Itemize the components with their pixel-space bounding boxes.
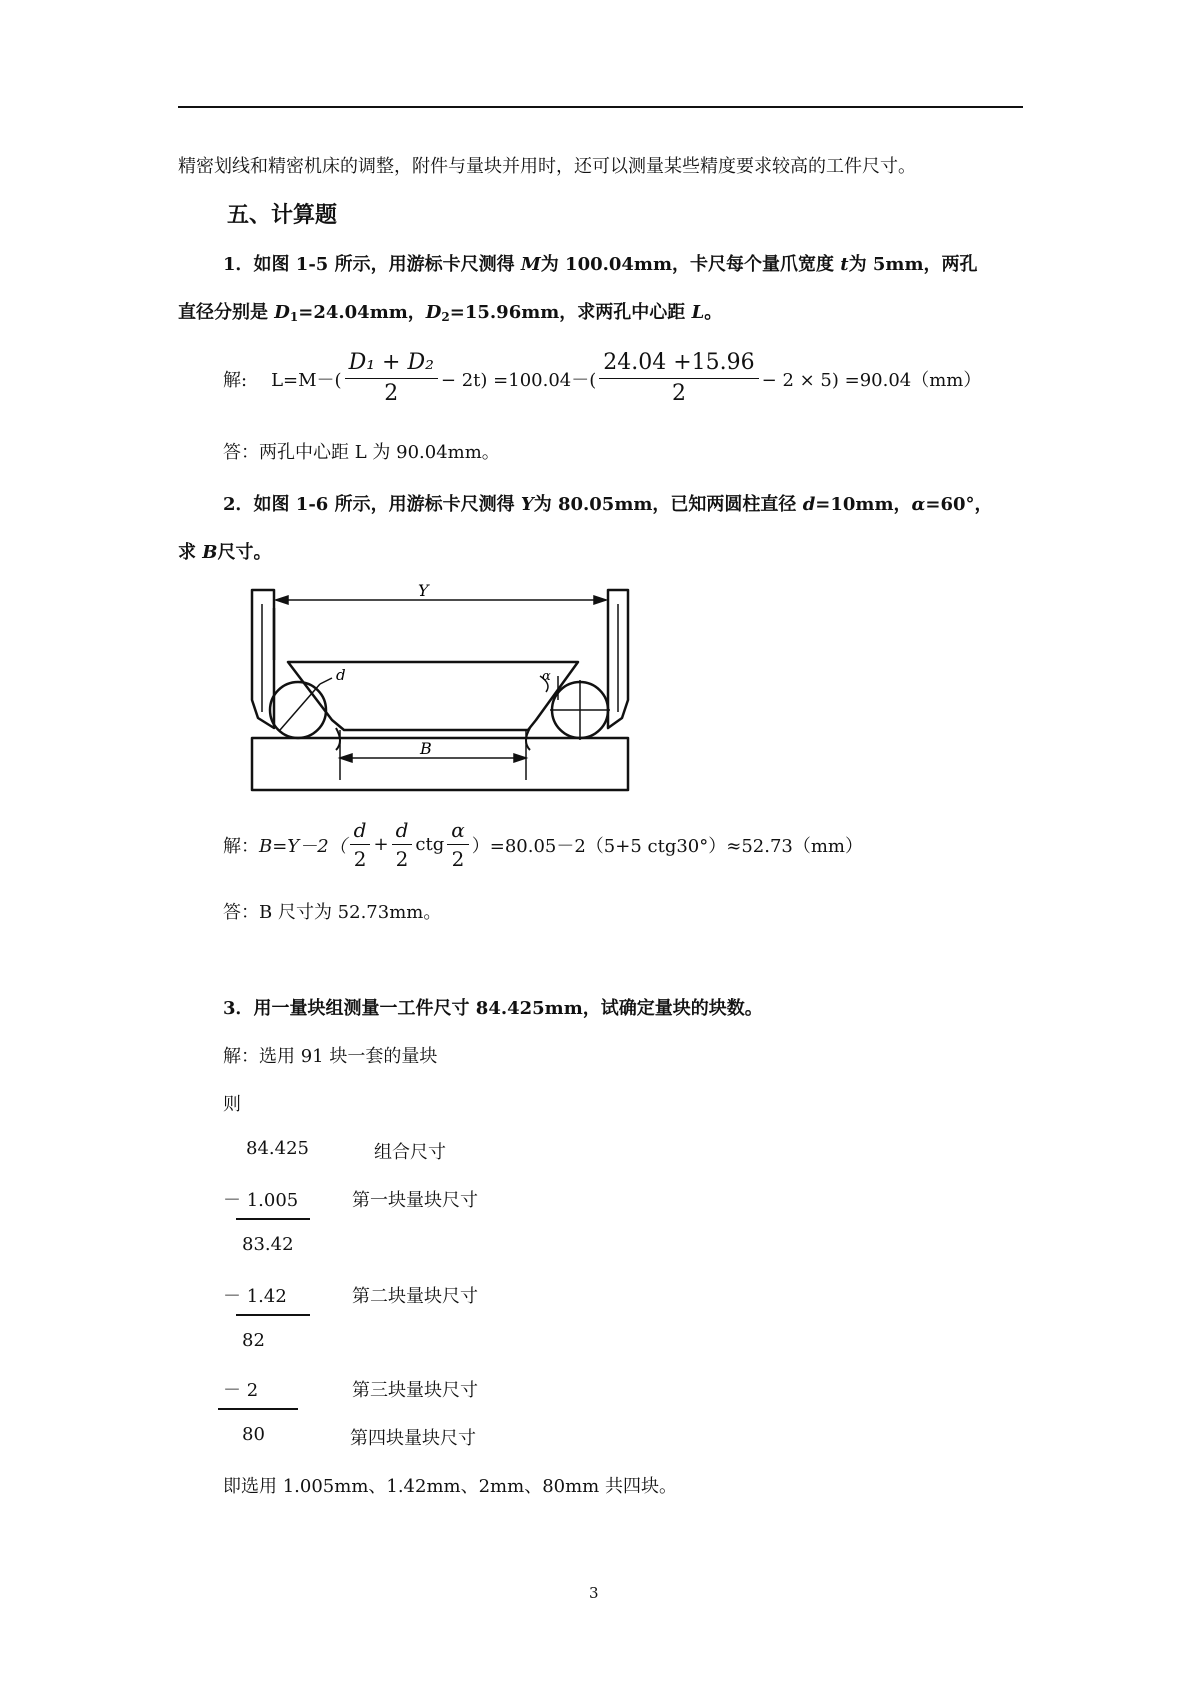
q2-solution: [223, 818, 863, 871]
q1-line2: 直径分别是 $D_1=24.04mm$，$D_2=15.96mm$，求两孔中心距 L。: [178, 302, 723, 324]
q3-row-value: － 2: [223, 1380, 259, 1401]
q3-solution-line: 解：选用 91 块一套的量块: [223, 1046, 438, 1067]
q1-fraction-1: $\frac{\text{D₁ + D₂}}{2}$: [345, 350, 438, 408]
figure-label-alpha: α: [542, 669, 551, 684]
subtraction-line: [236, 1218, 310, 1220]
q3-question: 3．用一量块组测量一工件尺寸 84.425mm，试确定量块的块数。: [223, 998, 763, 1019]
q3-row-value: 83.42: [242, 1234, 294, 1255]
q2-solution-lhs: B=Y－2（: [259, 835, 347, 857]
subtraction-line: [236, 1314, 310, 1316]
workpiece: [288, 662, 578, 730]
q2-fraction-c: $\frac{\alpha}{2}$: [447, 818, 469, 871]
q2-line1: 2．如图 1-6 所示，用游标卡尺测得 Y为 80.05mm，已知两圆柱直径 d=10mm，α=60°，: [223, 494, 993, 515]
q2-ctg: ctg: [415, 834, 445, 855]
figure-label-d: d: [336, 666, 346, 684]
subtraction-line: [218, 1408, 298, 1410]
q1-line1: 1．如图 1-5 所示，用游标卡尺测得 M为 100.04mm，卡尺每个量爪宽度 t为 5mm，两孔: [223, 254, 978, 275]
q3-then: 则: [223, 1094, 241, 1115]
q2-solution-label: 解：: [223, 835, 259, 857]
page-number: 3: [589, 1584, 599, 1602]
q2-line2: 求 B尺寸。: [178, 542, 272, 563]
header-rule: [178, 106, 1023, 108]
q1-solution-label: 解:: [223, 369, 248, 391]
q3-row-label: 第四块量块尺寸: [350, 1428, 476, 1449]
q3-row-label: 第三块量块尺寸: [352, 1380, 478, 1401]
figure-label-y: Y: [418, 581, 429, 600]
q1-solution-mid1: − 2t) =100.04－(: [440, 369, 597, 391]
base-plate: [252, 738, 628, 790]
q1-solution-result: − 2 × 5) =90.04（mm）: [761, 369, 982, 391]
q3-row-label: 第二块量块尺寸: [352, 1286, 478, 1307]
q3-row-value: － 1.42: [223, 1286, 287, 1307]
q2-plus: +: [373, 834, 389, 855]
q2-fraction-b: $\frac{d}{2}$: [392, 818, 413, 871]
q3-row-value: － 1.005: [223, 1190, 299, 1211]
figure-label-b: B: [420, 739, 432, 758]
q3-row-value: 80: [242, 1424, 265, 1445]
q1-solution: [223, 350, 981, 408]
intro-paragraph: 精密划线和精密机床的调整，附件与量块并用时，还可以测量某些精度要求较高的工件尺寸。: [178, 156, 916, 177]
q1-fraction-2: $\frac{24.04 +15.96}{2}$: [599, 350, 758, 408]
q3-row-value: 84.425: [246, 1138, 309, 1159]
q3-conclusion: 即选用 1.005mm、1.42mm、2mm、80mm 共四块。: [223, 1476, 677, 1497]
q2-fraction-a: $\frac{d}{2}$: [350, 818, 371, 871]
q2-answer: 答：B 尺寸为 52.73mm。: [223, 902, 442, 923]
q1-solution-lhs: L=M－(: [271, 369, 342, 391]
q2-solution-result: ）=80.05－2（5+5 ctg30°）≈52.73（mm）: [471, 835, 863, 857]
q1-answer: 答：两孔中心距 L 为 90.04mm。: [223, 442, 500, 463]
q3-row-label: 第一块量块尺寸: [352, 1190, 478, 1211]
q3-row-value: 82: [242, 1330, 265, 1351]
section-title: 五、计算题: [227, 202, 338, 228]
figure-caliper-measurement: [240, 580, 640, 800]
q3-row-label: 组合尺寸: [374, 1142, 446, 1163]
